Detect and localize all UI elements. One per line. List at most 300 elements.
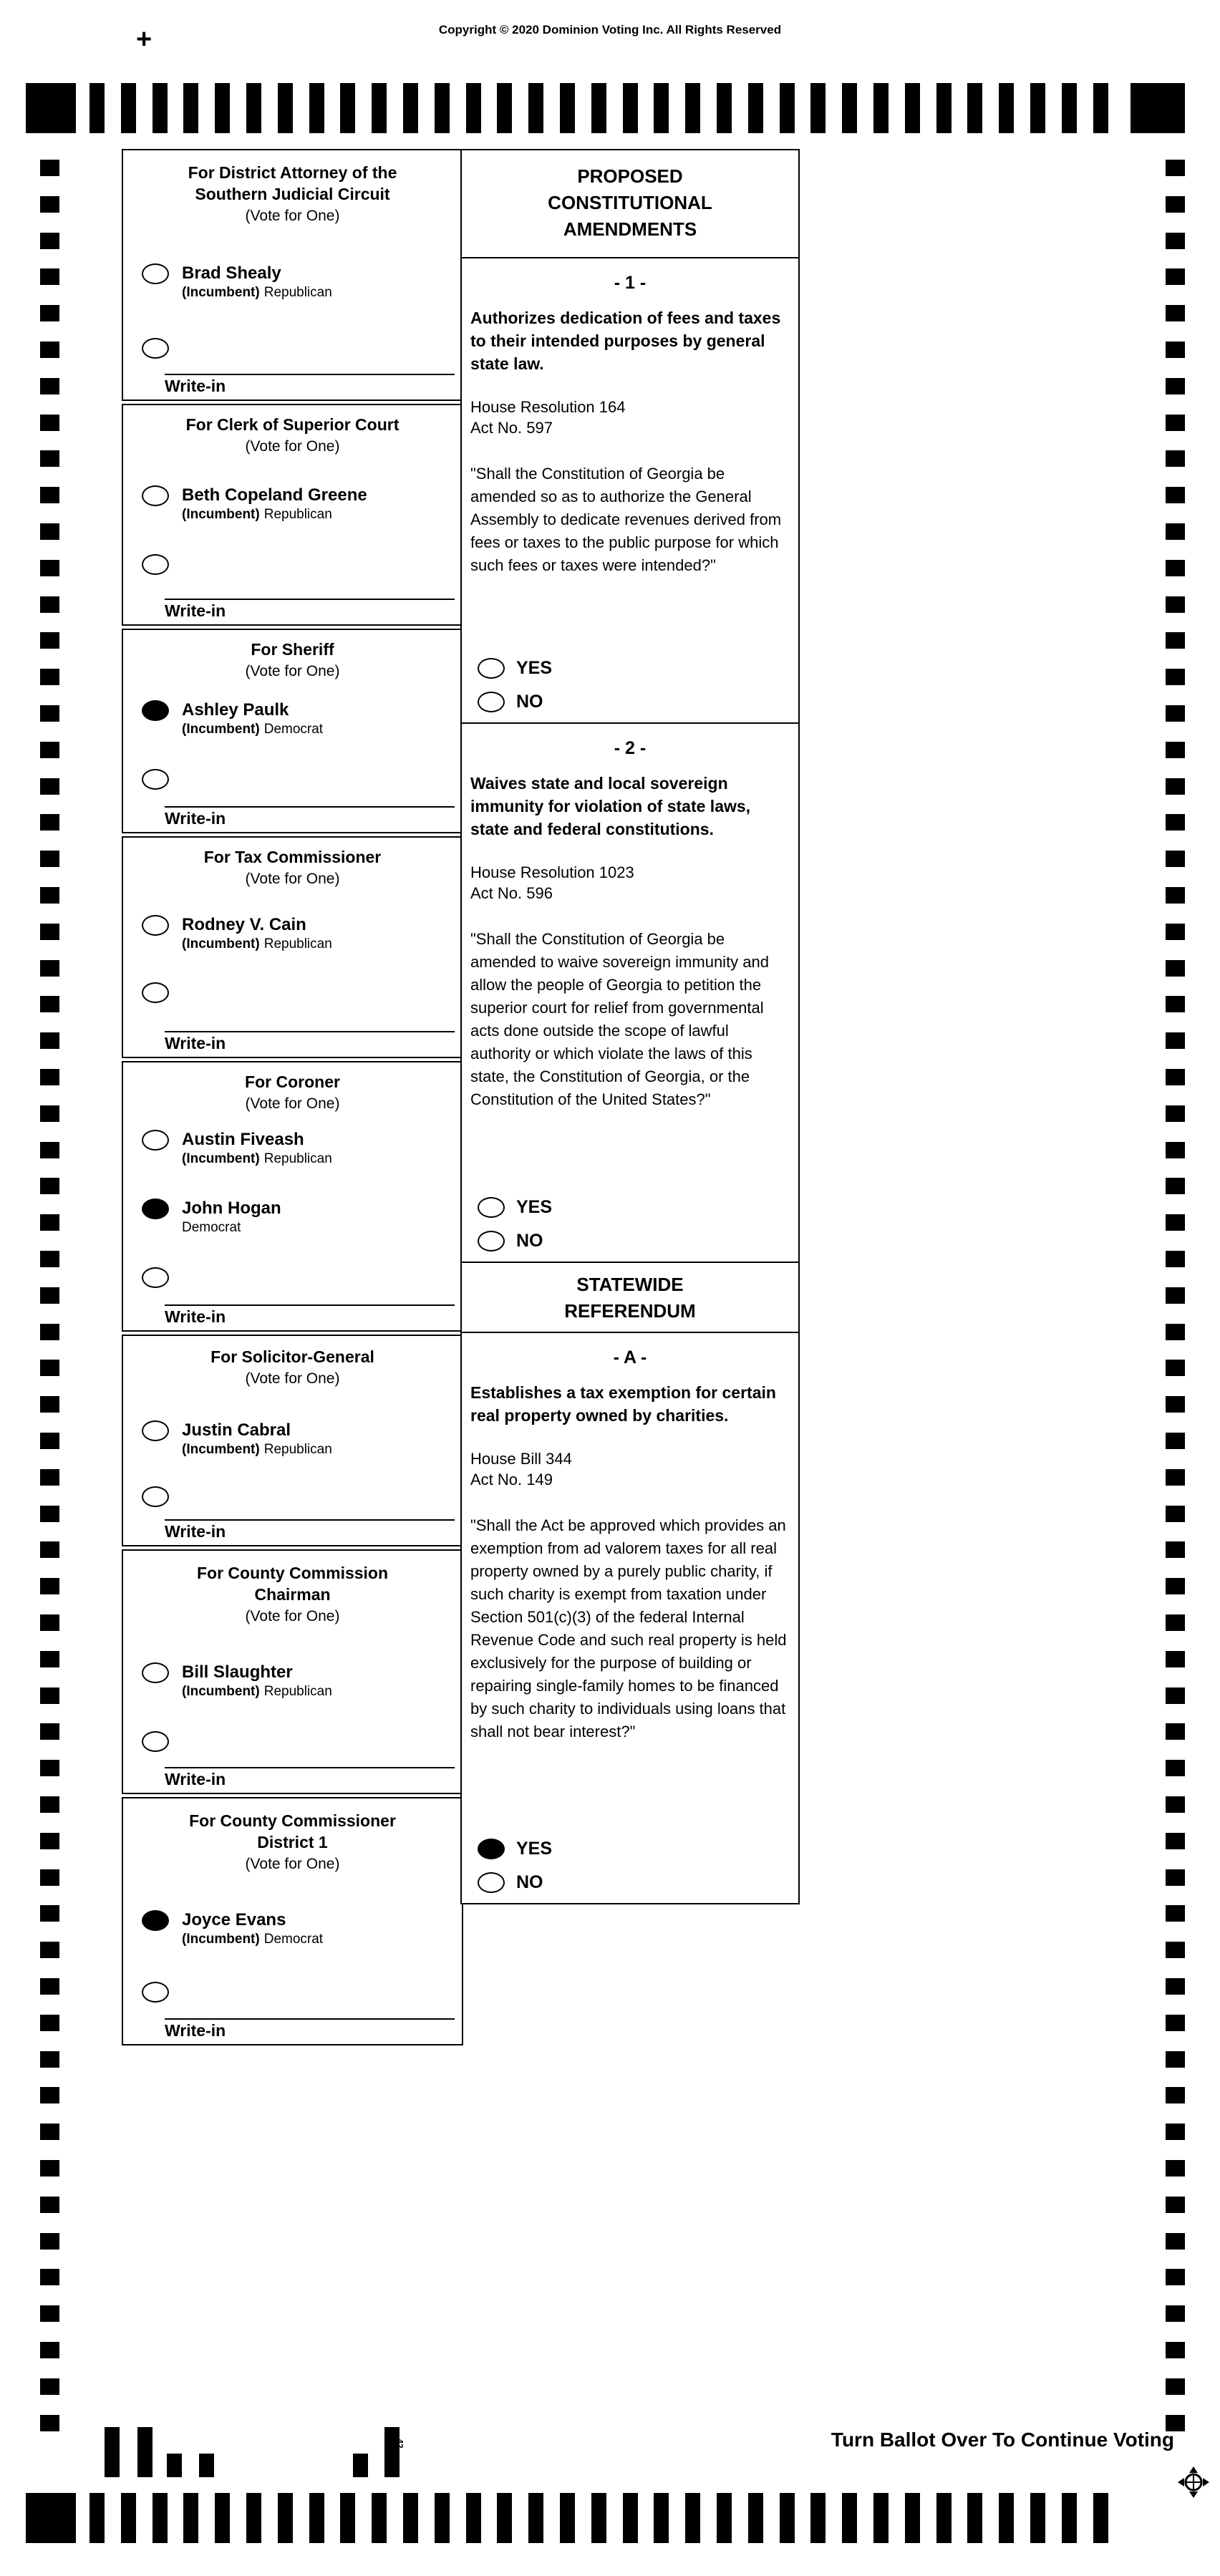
write-in-line[interactable] bbox=[165, 1304, 455, 1306]
ballot-oval[interactable] bbox=[142, 485, 169, 506]
timing-mark bbox=[372, 83, 387, 133]
ballot-oval[interactable] bbox=[142, 1420, 169, 1441]
write-in-label: Write-in bbox=[165, 2021, 226, 2040]
timing-mark bbox=[215, 2493, 230, 2543]
measure-number: - 1 - bbox=[614, 273, 647, 293]
timing-mark bbox=[40, 1142, 59, 1158]
timing-mark bbox=[40, 450, 59, 467]
timing-mark bbox=[623, 2493, 638, 2543]
timing-mark bbox=[591, 2493, 606, 2543]
write-in-line[interactable] bbox=[165, 599, 455, 600]
contest-title-line2: Southern Judicial Circuit bbox=[195, 185, 390, 203]
timing-mark bbox=[1166, 2160, 1185, 2176]
ballot-oval[interactable] bbox=[142, 1662, 169, 1683]
measure-summary: Waives state and local sovereign immunity for violation of state laws, state and federal constitutions. bbox=[470, 774, 751, 838]
timing-mark bbox=[121, 2493, 136, 2543]
vote-instruction: (Vote for One) bbox=[245, 1095, 340, 1112]
no-option bbox=[478, 1872, 552, 1893]
timing-mark bbox=[1062, 83, 1077, 133]
vote-instruction: (Vote for One) bbox=[245, 208, 340, 224]
timing-mark bbox=[40, 1541, 59, 1558]
timing-mark bbox=[40, 1688, 59, 1704]
timing-mark bbox=[40, 342, 59, 358]
measure-authority: House Bill 344 Act No. 149 bbox=[470, 1450, 572, 1488]
timing-mark bbox=[1166, 2269, 1185, 2285]
candidate-name: Austin Fiveash bbox=[182, 1130, 304, 1149]
write-in-label: Write-in bbox=[165, 1307, 226, 1326]
timing-mark bbox=[40, 814, 59, 831]
timing-mark bbox=[403, 83, 418, 133]
timing-mark bbox=[372, 2493, 387, 2543]
timing-mark bbox=[1166, 1214, 1185, 1231]
write-in-label: Write-in bbox=[165, 601, 226, 620]
yes-option bbox=[478, 1839, 552, 1859]
timing-mark bbox=[40, 160, 59, 176]
timing-mark bbox=[1166, 705, 1185, 722]
candidate-detail: (Incumbent) Republican bbox=[182, 507, 332, 522]
timing-mark bbox=[40, 2269, 59, 2285]
measure-summary: Establishes a tax exemption for certain real property owned by charities. bbox=[470, 1383, 776, 1425]
timing-mark bbox=[40, 415, 59, 431]
contest-title: For Tax Commissioner bbox=[203, 848, 382, 866]
timing-mark bbox=[1166, 1069, 1185, 1085]
timing-mark bbox=[1030, 83, 1045, 133]
timing-mark bbox=[40, 1796, 59, 1813]
timing-mark bbox=[40, 924, 59, 940]
timing-mark bbox=[1166, 1541, 1185, 1558]
contest-title: For County Commissioner bbox=[189, 1811, 396, 1830]
candidate-option bbox=[123, 485, 462, 524]
measure-amendment-1 bbox=[460, 257, 800, 724]
timing-mark bbox=[1166, 632, 1185, 649]
timing-mark bbox=[40, 1723, 59, 1740]
timing-mark bbox=[40, 2197, 59, 2213]
timing-mark bbox=[842, 2493, 857, 2543]
timing-mark bbox=[1166, 2342, 1185, 2358]
write-in-line[interactable] bbox=[165, 806, 455, 808]
timing-mark bbox=[1166, 1978, 1185, 1995]
candidate-detail: (Incumbent) Democrat bbox=[182, 1932, 324, 1947]
vote-instruction: (Vote for One) bbox=[245, 663, 340, 679]
contest-title: For County Commission bbox=[196, 1564, 389, 1582]
timing-mark bbox=[152, 83, 168, 133]
timing-mark bbox=[215, 83, 230, 133]
timing-mark bbox=[278, 2493, 293, 2543]
timing-mark bbox=[1166, 2233, 1185, 2250]
timing-mark bbox=[40, 196, 59, 213]
timing-mark bbox=[1166, 305, 1185, 321]
timing-mark bbox=[1166, 851, 1185, 867]
write-in-line[interactable] bbox=[165, 1767, 455, 1768]
header-line: PROPOSED bbox=[577, 165, 683, 187]
no-label: NO bbox=[516, 1231, 543, 1251]
write-in-label: Write-in bbox=[165, 809, 226, 828]
timing-mark bbox=[40, 596, 59, 613]
contest-coroner bbox=[122, 1061, 463, 1332]
turn-ballot-over-text: Turn Ballot Over To Continue Voting bbox=[831, 2429, 1174, 2451]
timing-mark bbox=[1166, 778, 1185, 795]
timing-mark bbox=[40, 1614, 59, 1631]
header-line: STATEWIDE bbox=[576, 1274, 684, 1295]
timing-mark bbox=[40, 1942, 59, 1958]
timing-mark bbox=[1166, 1251, 1185, 1267]
timing-mark bbox=[1166, 2197, 1185, 2213]
ballot-oval[interactable] bbox=[142, 700, 169, 721]
timing-mark bbox=[967, 2493, 982, 2543]
write-in-oval[interactable] bbox=[142, 982, 169, 1003]
timing-mark bbox=[905, 83, 920, 133]
candidate-option bbox=[123, 1420, 462, 1459]
timing-mark bbox=[40, 268, 59, 285]
timing-mark bbox=[1093, 83, 1108, 133]
timing-mark bbox=[403, 2493, 418, 2543]
timing-mark bbox=[278, 83, 293, 133]
timing-mark bbox=[1166, 2305, 1185, 2322]
candidate-option bbox=[123, 1662, 462, 1701]
measure-amendment-2 bbox=[460, 722, 800, 1263]
timing-mark bbox=[1166, 596, 1185, 613]
timing-mark bbox=[435, 83, 450, 133]
yes-label: YES bbox=[516, 1197, 553, 1217]
timing-mark bbox=[717, 83, 732, 133]
timing-mark bbox=[40, 1506, 59, 1522]
timing-mark bbox=[183, 83, 198, 133]
timing-mark bbox=[40, 1069, 59, 1085]
timing-mark bbox=[40, 705, 59, 722]
timing-mark bbox=[309, 83, 324, 133]
timing-mark bbox=[1166, 1651, 1185, 1667]
timing-block bbox=[1131, 83, 1185, 133]
timing-mark bbox=[40, 2342, 59, 2358]
timing-mark bbox=[1166, 487, 1185, 503]
write-in-oval[interactable] bbox=[142, 554, 169, 575]
timing-mark bbox=[466, 2493, 481, 2543]
timing-mark bbox=[936, 2493, 952, 2543]
write-in-line[interactable] bbox=[165, 1031, 455, 1032]
candidate-option bbox=[123, 915, 462, 954]
timing-mark bbox=[1166, 378, 1185, 394]
timing-mark bbox=[1166, 415, 1185, 431]
candidate-option bbox=[123, 700, 462, 739]
timing-mark bbox=[810, 2493, 826, 2543]
candidate-detail: (Incumbent) Republican bbox=[182, 1151, 332, 1166]
blank-option bbox=[123, 982, 462, 1003]
write-in-oval[interactable] bbox=[142, 769, 169, 790]
ballot-oval[interactable] bbox=[142, 1130, 169, 1151]
measure-number: - A - bbox=[613, 1347, 647, 1367]
write-in-oval[interactable] bbox=[142, 1486, 169, 1507]
timing-mark bbox=[1062, 2493, 1077, 2543]
candidate-detail: (Incumbent) Republican bbox=[182, 1684, 332, 1699]
write-in-line[interactable] bbox=[165, 1519, 455, 1521]
timing-mark bbox=[40, 1833, 59, 1849]
yes-oval[interactable] bbox=[478, 658, 505, 679]
header-line: AMENDMENTS bbox=[563, 218, 697, 240]
stub-barcode-bar bbox=[199, 2454, 214, 2477]
timing-mark bbox=[560, 2493, 575, 2543]
timing-mark bbox=[40, 2015, 59, 2031]
timing-mark bbox=[40, 1251, 59, 1267]
timing-mark bbox=[1166, 1869, 1185, 1886]
timing-mark bbox=[152, 2493, 168, 2543]
timing-mark bbox=[40, 2160, 59, 2176]
timing-mark bbox=[967, 83, 982, 133]
measure-question: "Shall the Constitution of Georgia be amended to waive sovereign immunity and allow the people of Georgia to petition the superior court for relief from governmental acts done outside the scope of lawful authority or which violate the laws of this state, the Constitution of Georgia, or the Constitution of the United States?" bbox=[470, 930, 770, 1108]
timing-mark bbox=[1093, 2493, 1108, 2543]
timing-mark bbox=[40, 996, 59, 1012]
timing-mark bbox=[654, 83, 669, 133]
timing-mark bbox=[1166, 1287, 1185, 1304]
contest-tax-commissioner bbox=[122, 836, 463, 1058]
timing-mark bbox=[40, 2233, 59, 2250]
timing-mark bbox=[528, 83, 543, 133]
timing-mark bbox=[40, 669, 59, 685]
candidate-name: Justin Cabral bbox=[182, 1420, 291, 1440]
timing-mark bbox=[1166, 523, 1185, 540]
write-in-label: Write-in bbox=[165, 1770, 226, 1788]
referendum-header bbox=[460, 1262, 800, 1333]
timing-mark bbox=[40, 1214, 59, 1231]
timing-mark bbox=[810, 83, 826, 133]
timing-mark bbox=[748, 83, 763, 133]
blank-option bbox=[123, 1982, 462, 2003]
write-in-label: Write-in bbox=[165, 1522, 226, 1541]
write-in-oval[interactable] bbox=[142, 1267, 169, 1288]
measure-authority: House Resolution 1023 Act No. 596 bbox=[470, 863, 634, 902]
yes-oval[interactable] bbox=[478, 1197, 505, 1218]
timing-mark bbox=[40, 851, 59, 867]
stub-number: 42 bbox=[394, 2439, 405, 2449]
timing-mark bbox=[1166, 2087, 1185, 2103]
measure-question: "Shall the Constitution of Georgia be amended so as to authorize the General Assembly to dedicate revenues derived from fees or taxes to the public purpose for which such fees or taxes were intended?" bbox=[470, 465, 782, 574]
candidate-option bbox=[123, 263, 462, 302]
timing-mark bbox=[40, 1651, 59, 1667]
no-label: NO bbox=[516, 692, 543, 712]
timing-mark bbox=[40, 1760, 59, 1776]
timing-mark bbox=[528, 2493, 543, 2543]
timing-mark bbox=[40, 523, 59, 540]
contest-title-line2: District 1 bbox=[257, 1833, 328, 1851]
timing-mark bbox=[1166, 1506, 1185, 1522]
timing-mark bbox=[40, 560, 59, 576]
timing-mark bbox=[999, 2493, 1014, 2543]
timing-mark bbox=[780, 83, 795, 133]
candidate-name: Brad Shealy bbox=[182, 263, 281, 283]
timing-mark bbox=[1166, 669, 1185, 685]
timing-mark bbox=[1166, 2051, 1185, 2068]
timing-mark bbox=[1166, 924, 1185, 940]
timing-mark bbox=[1166, 1760, 1185, 1776]
timing-mark bbox=[1166, 1905, 1185, 1922]
timing-mark bbox=[1166, 268, 1185, 285]
contest-county-commissioner-district-1 bbox=[122, 1797, 463, 2045]
contest-title-line2: Chairman bbox=[254, 1585, 331, 1604]
timing-mark bbox=[842, 83, 857, 133]
timing-mark bbox=[40, 378, 59, 394]
stub-barcode-bar bbox=[384, 2427, 400, 2477]
contest-sheriff bbox=[122, 629, 463, 833]
timing-mark bbox=[1166, 996, 1185, 1012]
contest-title: For District Attorney of the bbox=[188, 163, 397, 182]
timing-mark bbox=[780, 2493, 795, 2543]
blank-option bbox=[123, 554, 462, 575]
stub-barcode-bar bbox=[105, 2427, 120, 2477]
contest-clerk-superior-court bbox=[122, 404, 463, 626]
measure-referendum-a bbox=[460, 1332, 800, 1904]
ballot-oval[interactable] bbox=[142, 915, 169, 936]
timing-mark bbox=[1166, 2124, 1185, 2140]
timing-mark bbox=[40, 233, 59, 249]
write-in-label: Write-in bbox=[165, 377, 226, 395]
write-in-oval[interactable] bbox=[142, 1982, 169, 2003]
timing-mark bbox=[40, 960, 59, 977]
timing-mark bbox=[1166, 1469, 1185, 1486]
timing-mark bbox=[654, 2493, 669, 2543]
candidate-name: John Hogan bbox=[182, 1199, 281, 1218]
timing-mark bbox=[40, 2305, 59, 2322]
yes-label: YES bbox=[516, 1839, 553, 1859]
timing-mark bbox=[1166, 1723, 1185, 1740]
timing-mark bbox=[40, 1869, 59, 1886]
timing-mark bbox=[999, 83, 1014, 133]
timing-mark bbox=[1166, 1324, 1185, 1340]
write-in-line[interactable] bbox=[165, 374, 455, 375]
timing-mark bbox=[1166, 196, 1185, 213]
vote-instruction: (Vote for One) bbox=[245, 871, 340, 887]
timing-mark bbox=[936, 83, 952, 133]
timing-mark bbox=[121, 83, 136, 133]
candidate-detail: Democrat bbox=[182, 1220, 241, 1235]
ballot-oval[interactable] bbox=[142, 263, 169, 284]
timing-mark bbox=[40, 2051, 59, 2068]
no-oval[interactable] bbox=[478, 1231, 505, 1251]
no-oval[interactable] bbox=[478, 1872, 505, 1893]
timing-mark bbox=[1166, 1833, 1185, 1849]
candidate-detail: (Incumbent) Republican bbox=[182, 285, 332, 300]
timing-mark bbox=[1030, 2493, 1045, 2543]
timing-mark bbox=[40, 1905, 59, 1922]
timing-mark bbox=[40, 2378, 59, 2395]
timing-mark bbox=[1166, 1105, 1185, 1122]
measure-authority: House Resolution 164 Act No. 597 bbox=[470, 398, 626, 437]
timing-mark bbox=[1166, 1360, 1185, 1376]
timing-mark bbox=[40, 1433, 59, 1449]
timing-mark bbox=[40, 487, 59, 503]
timing-mark bbox=[873, 2493, 889, 2543]
candidate-name: Bill Slaughter bbox=[182, 1662, 293, 1682]
timing-mark bbox=[1166, 1433, 1185, 1449]
timing-mark bbox=[1166, 960, 1185, 977]
timing-block bbox=[26, 83, 76, 133]
timing-mark bbox=[1166, 1578, 1185, 1594]
contest-title: For Sheriff bbox=[251, 640, 334, 659]
no-oval[interactable] bbox=[478, 692, 505, 712]
contest-title: For Clerk of Superior Court bbox=[185, 415, 400, 434]
header-line: CONSTITUTIONAL bbox=[548, 192, 712, 213]
timing-mark bbox=[1166, 233, 1185, 249]
candidate-option bbox=[123, 1910, 462, 1949]
blank-option bbox=[123, 769, 462, 790]
candidate-name: Ashley Paulk bbox=[182, 700, 289, 720]
timing-mark bbox=[1166, 450, 1185, 467]
no-option bbox=[478, 1231, 552, 1251]
ballot-oval[interactable] bbox=[142, 1910, 169, 1931]
timing-mark bbox=[246, 83, 261, 133]
candidate-detail: (Incumbent) Republican bbox=[182, 1442, 332, 1457]
timing-mark bbox=[40, 1287, 59, 1304]
timing-mark bbox=[340, 2493, 355, 2543]
write-in-line[interactable] bbox=[165, 2018, 455, 2020]
contest-title: For Coroner bbox=[245, 1072, 340, 1091]
timing-mark bbox=[1166, 814, 1185, 831]
write-in-oval[interactable] bbox=[142, 1731, 169, 1752]
timing-mark bbox=[1166, 1142, 1185, 1158]
timing-mark bbox=[1166, 2378, 1185, 2395]
copyright-notice: Copyright © 2020 Dominion Voting Inc. All Rights Reserved bbox=[438, 23, 782, 37]
timing-mark bbox=[1166, 1032, 1185, 1049]
stub-barcode-bar bbox=[353, 2454, 368, 2477]
candidate-name: Rodney V. Cain bbox=[182, 915, 306, 934]
timing-block bbox=[26, 2493, 76, 2543]
timing-mark bbox=[40, 1978, 59, 1995]
write-in-oval[interactable] bbox=[142, 338, 169, 359]
timing-mark bbox=[40, 1469, 59, 1486]
vote-instruction: (Vote for One) bbox=[245, 1608, 340, 1624]
timing-mark bbox=[497, 83, 512, 133]
timing-mark bbox=[497, 2493, 512, 2543]
timing-mark bbox=[1166, 1396, 1185, 1413]
timing-mark bbox=[1166, 1688, 1185, 1704]
candidate-option bbox=[123, 1199, 462, 1237]
vote-instruction: (Vote for One) bbox=[245, 438, 340, 455]
yes-oval[interactable] bbox=[478, 1839, 505, 1859]
timing-mark bbox=[717, 2493, 732, 2543]
timing-mark bbox=[40, 1178, 59, 1194]
contest-district-attorney bbox=[122, 149, 463, 401]
timing-mark bbox=[748, 2493, 763, 2543]
stub-barcode-bar bbox=[167, 2454, 182, 2477]
timing-mark bbox=[89, 83, 105, 133]
timing-mark bbox=[1166, 342, 1185, 358]
timing-mark bbox=[40, 1324, 59, 1340]
measure-question: "Shall the Act be approved which provides an exemption from ad valorem taxes for all real property owned by a purely public charity, if such charity is exempt from taxation under Section 501(c)(3) of the federal Internal Revenue Code and such real property is held exclusively for the purpose of building or repairing single-family homes to be financed by such charity to individuals using loans that shall not bear interest?" bbox=[470, 1516, 787, 1740]
vote-instruction: (Vote for One) bbox=[245, 1856, 340, 1872]
timing-mark bbox=[40, 1396, 59, 1413]
timing-mark bbox=[40, 778, 59, 795]
ballot-oval[interactable] bbox=[142, 1199, 169, 1219]
registration-target-icon bbox=[1177, 2466, 1210, 2502]
contest-solicitor-general bbox=[122, 1335, 463, 1546]
timing-mark bbox=[40, 305, 59, 321]
timing-mark bbox=[1166, 1796, 1185, 1813]
blank-option bbox=[123, 1731, 462, 1752]
timing-mark bbox=[40, 887, 59, 904]
timing-mark bbox=[1166, 160, 1185, 176]
timing-mark bbox=[40, 1578, 59, 1594]
timing-mark bbox=[1166, 1942, 1185, 1958]
contest-title: For Solicitor-General bbox=[210, 1347, 374, 1366]
timing-mark bbox=[40, 1105, 59, 1122]
no-option bbox=[478, 692, 552, 712]
timing-mark bbox=[1166, 560, 1185, 576]
timing-mark bbox=[183, 2493, 198, 2543]
measure-number: - 2 - bbox=[614, 738, 647, 758]
timing-mark bbox=[40, 2124, 59, 2140]
timing-mark bbox=[309, 2493, 324, 2543]
timing-mark bbox=[1166, 1614, 1185, 1631]
timing-mark bbox=[1166, 887, 1185, 904]
timing-mark bbox=[40, 1360, 59, 1376]
